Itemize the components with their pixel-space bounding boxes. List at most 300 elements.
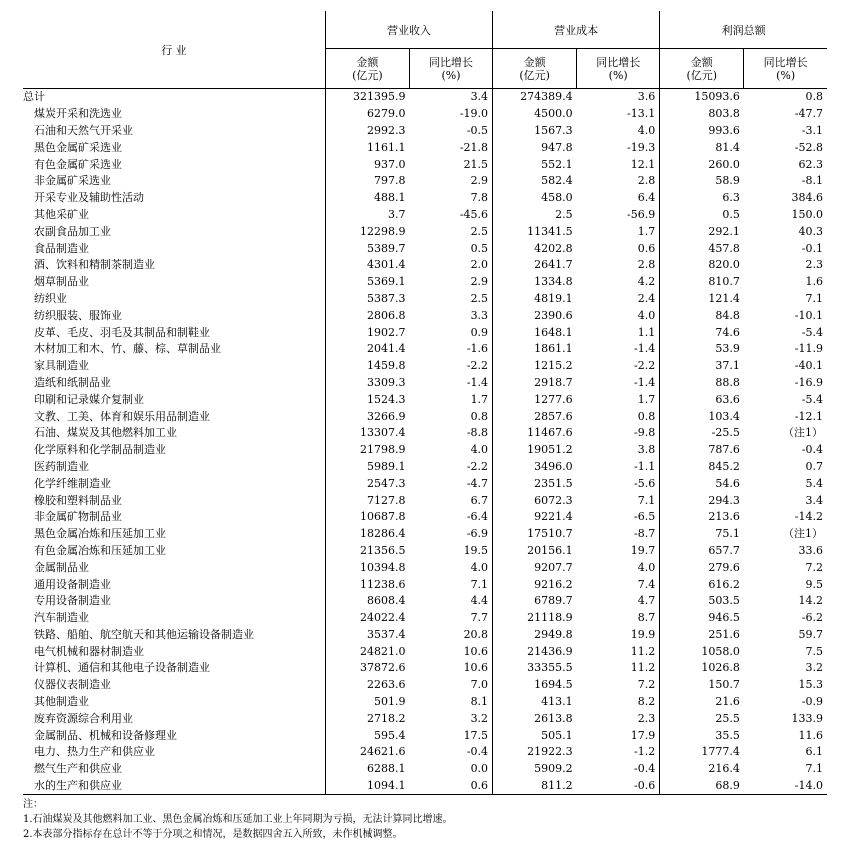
- industry-name: 酒、饮料和精制茶制造业: [34, 258, 155, 272]
- revenue-growth: 1.7: [470, 392, 489, 406]
- industry-name: 橡胶和塑料制品业: [34, 493, 122, 507]
- revenue-growth: 4.4: [470, 594, 489, 608]
- cost-growth: 7.4: [637, 577, 656, 591]
- profit-growth: -40.1: [794, 359, 823, 373]
- table-row: [23, 257, 827, 274]
- table-row: [23, 660, 827, 677]
- profit-growth: 59.7: [798, 627, 823, 641]
- profit-amount: 616.2: [660, 576, 744, 593]
- profit-growth: 384.6: [791, 191, 823, 205]
- profit-amount: 251.6: [660, 627, 744, 644]
- revenue-growth: 0.0: [470, 762, 489, 776]
- industry-name: 非金属矿物制品业: [34, 510, 122, 524]
- table-row: [23, 710, 827, 727]
- profit-growth: 1.6: [805, 275, 823, 289]
- revenue-growth: -4.7: [466, 476, 489, 490]
- cost-growth: -1.2: [634, 745, 656, 759]
- cost-growth: 8.7: [637, 611, 656, 625]
- profit-amount: 103.4: [660, 408, 744, 425]
- revenue-growth: -6.4: [466, 510, 489, 524]
- profit-amount: 68.9: [660, 778, 744, 795]
- revenue-growth: -45.6: [459, 207, 489, 221]
- cost-amount: 9216.2: [493, 576, 577, 593]
- profit-amount: 25.5: [660, 710, 744, 727]
- industry-name: 金属制品业: [34, 560, 89, 574]
- cost-amount: 505.1: [493, 727, 577, 744]
- table-row: [23, 526, 827, 543]
- table-row: [23, 459, 827, 476]
- revenue-growth: 2.9: [470, 275, 489, 289]
- profit-amount: 457.8: [660, 240, 744, 257]
- industry-name: 废弃资源综合利用业: [34, 711, 133, 725]
- revenue-growth: -1.4: [466, 375, 489, 389]
- cost-growth: 4.7: [637, 594, 656, 608]
- revenue-amount: 21798.9: [325, 442, 409, 459]
- table-row: [23, 307, 827, 324]
- cost-growth: 4.0: [637, 560, 656, 574]
- profit-growth: 0.7: [805, 459, 823, 473]
- profit-growth: 0.8: [805, 90, 823, 104]
- profit-growth: 9.5: [805, 577, 823, 591]
- profit-growth: -0.1: [801, 241, 823, 255]
- cost-amount-header: 金额 (亿元): [493, 49, 577, 89]
- revenue-growth: 8.1: [470, 695, 489, 709]
- revenue-amount: 6288.1: [325, 761, 409, 778]
- cost-amount: 3496.0: [493, 459, 577, 476]
- revenue-growth: 4.0: [470, 560, 489, 574]
- profit-amount: 54.6: [660, 475, 744, 492]
- note-2: 2.本表部分指标存在总计不等于分项之和情况，是数据四舍五入所致，未作机械调整。: [23, 829, 403, 840]
- industry-name: 纺织服装、服饰业: [34, 308, 122, 322]
- cost-growth: 19.9: [630, 627, 656, 641]
- revenue-amount: 5387.3: [325, 291, 409, 308]
- cost-growth: -1.1: [634, 459, 656, 473]
- profit-growth: 2.3: [805, 258, 823, 272]
- cost-growth: 0.8: [637, 409, 656, 423]
- cost-amount: 947.8: [493, 139, 577, 156]
- revenue-amount: 2718.2: [325, 710, 409, 727]
- industry-name: 皮革、毛皮、羽毛及其制品和制鞋业: [34, 325, 210, 339]
- industry-name: 黑色金属冶炼和压延加工业: [34, 527, 166, 541]
- profit-amount: 1026.8: [660, 660, 744, 677]
- profit-growth: （注1）: [783, 426, 823, 440]
- cost-growth: 2.8: [637, 174, 656, 188]
- revenue-amount: 11238.6: [325, 576, 409, 593]
- profit-amount: 993.6: [660, 123, 744, 140]
- profit-amount-header: 金额 (亿元): [660, 49, 744, 89]
- table-row: [23, 492, 827, 509]
- revenue-amount: 1459.8: [325, 358, 409, 375]
- profit-amount: 88.8: [660, 375, 744, 392]
- profit-amount: 810.7: [660, 274, 744, 291]
- industry-stats-table: [23, 11, 827, 795]
- revenue-growth: 3.2: [470, 711, 489, 725]
- profit-amount: -25.5: [660, 425, 744, 442]
- profit-growth: 40.3: [798, 224, 823, 238]
- table-row: [23, 358, 827, 375]
- profit-growth: -5.4: [801, 325, 823, 339]
- table-row: [23, 627, 827, 644]
- profit-amount: 37.1: [660, 358, 744, 375]
- cost-amount: 458.0: [493, 190, 577, 207]
- cost-amount: 5909.2: [493, 761, 577, 778]
- profit-amount: 503.5: [660, 593, 744, 610]
- cost-growth: -0.4: [634, 762, 656, 776]
- industry-name: 化学纤维制造业: [34, 476, 111, 490]
- cost-amount: 6072.3: [493, 492, 577, 509]
- table-row: [23, 274, 827, 291]
- revenue-amount: 1524.3: [325, 391, 409, 408]
- revenue-amount: 488.1: [325, 190, 409, 207]
- profit-amount: 803.8: [660, 106, 744, 123]
- cost-amount: 1277.6: [493, 391, 577, 408]
- cost-growth: 2.3: [637, 711, 656, 725]
- cost-growth: -56.9: [627, 207, 656, 221]
- table-row: [23, 677, 827, 694]
- revenue-growth: 0.9: [470, 325, 489, 339]
- cost-growth: 4.2: [637, 275, 656, 289]
- profit-growth: 6.1: [805, 745, 823, 759]
- table-row: [23, 778, 827, 795]
- cost-amount: 6789.7: [493, 593, 577, 610]
- profit-amount: 1777.4: [660, 744, 744, 761]
- notes-heading: 注：: [23, 799, 43, 810]
- industry-name: 化学原料和化学制品制造业: [34, 443, 166, 457]
- industry-name: 煤炭开采和洗选业: [34, 107, 122, 121]
- profit-amount: 260.0: [660, 156, 744, 173]
- table-row: [23, 156, 827, 173]
- profit-amount: 75.1: [660, 526, 744, 543]
- revenue-amount: 3537.4: [325, 627, 409, 644]
- revenue-amount: 8608.4: [325, 593, 409, 610]
- profit-amount: 15093.6: [660, 89, 744, 106]
- table-row: [23, 543, 827, 560]
- profit-amount: 81.4: [660, 139, 744, 156]
- cost-amount: 274389.4: [493, 89, 577, 106]
- cost-growth: -0.6: [577, 778, 660, 795]
- profit-growth: -14.0: [744, 778, 827, 795]
- cost-growth: 3.6: [637, 90, 656, 104]
- cost-growth-header: 同比增长 (%): [577, 49, 660, 89]
- table-row: [23, 123, 827, 140]
- revenue-growth: -1.6: [466, 342, 489, 356]
- industry-name: 食品制造业: [34, 241, 89, 255]
- profit-growth: 150.0: [791, 207, 823, 221]
- profit-growth: -0.4: [801, 443, 823, 457]
- revenue-growth: 2.0: [470, 258, 489, 272]
- cost-growth: 12.1: [630, 157, 656, 171]
- cost-amount: 2857.6: [493, 408, 577, 425]
- revenue-amount: 37872.6: [325, 660, 409, 677]
- cost-growth: 6.4: [637, 191, 656, 205]
- industry-name: 总计: [23, 90, 45, 104]
- cost-growth: 19.7: [630, 543, 656, 557]
- industry-name: 开采专业及辅助性活动: [34, 191, 144, 205]
- profit-amount: 53.9: [660, 341, 744, 358]
- industry-name: 非金属矿采选业: [34, 174, 111, 188]
- cost-growth: 7.1: [637, 493, 656, 507]
- cost-growth: 1.1: [637, 325, 656, 339]
- cost-amount: 1215.2: [493, 358, 577, 375]
- profit-amount: 35.5: [660, 727, 744, 744]
- cost-growth: 1.7: [637, 392, 656, 406]
- revenue-growth: -8.8: [466, 426, 489, 440]
- profit-growth-header: 同比增长 (%): [744, 49, 827, 89]
- revenue-amount: 13307.4: [325, 425, 409, 442]
- table-row: [23, 223, 827, 240]
- cost-growth: -6.5: [634, 510, 656, 524]
- revenue-growth: -6.9: [466, 527, 489, 541]
- revenue-amount: 3309.3: [325, 375, 409, 392]
- revenue-growth: 7.7: [470, 611, 489, 625]
- revenue-amount: 5389.7: [325, 240, 409, 257]
- revenue-amount: 595.4: [325, 727, 409, 744]
- cost-amount: 11341.5: [493, 223, 577, 240]
- revenue-growth: 0.6: [409, 778, 492, 795]
- profit-growth: -47.7: [794, 107, 823, 121]
- cost-amount: 4819.1: [493, 291, 577, 308]
- cost-growth: -9.8: [634, 426, 656, 440]
- industry-name: 通用设备制造业: [34, 577, 111, 591]
- profit-amount: 845.2: [660, 459, 744, 476]
- revenue-amount: 24621.6: [325, 744, 409, 761]
- profit-growth: 33.6: [798, 543, 823, 557]
- revenue-amount: 10687.8: [325, 509, 409, 526]
- revenue-amount: 12298.9: [325, 223, 409, 240]
- profit-amount: 74.6: [660, 324, 744, 341]
- industry-name: 有色金属冶炼和压延加工业: [34, 543, 166, 557]
- cost-amount: 2641.7: [493, 257, 577, 274]
- table-row: [23, 509, 827, 526]
- cost-growth: 11.2: [630, 661, 656, 675]
- profit-header: 利润总额: [660, 11, 827, 49]
- cost-amount: 9207.7: [493, 559, 577, 576]
- profit-growth: 7.2: [805, 560, 823, 574]
- cost-growth: 0.6: [637, 241, 656, 255]
- cost-amount: 2.5: [493, 207, 577, 224]
- revenue-growth: 17.5: [463, 728, 489, 742]
- cost-growth: 17.9: [630, 728, 656, 742]
- revenue-growth: 6.7: [470, 493, 489, 507]
- profit-amount: 1058.0: [660, 643, 744, 660]
- industry-name: 计算机、通信和其他电子设备制造业: [34, 661, 210, 675]
- profit-amount: 292.1: [660, 223, 744, 240]
- revenue-amount: 501.9: [325, 694, 409, 711]
- table-row: [23, 341, 827, 358]
- table-row: [23, 324, 827, 341]
- cost-amount: 1694.5: [493, 677, 577, 694]
- industry-name: 电气机械和器材制造业: [34, 644, 144, 658]
- revenue-amount: 2547.3: [325, 475, 409, 492]
- profit-growth: -52.8: [794, 140, 823, 154]
- cost-amount: 4500.0: [493, 106, 577, 123]
- revenue-growth: 19.5: [463, 543, 489, 557]
- revenue-growth: 7.1: [470, 577, 489, 591]
- profit-growth: -12.1: [794, 409, 823, 423]
- revenue-amount-header: 金额 (亿元): [325, 49, 409, 89]
- cost-amount: 11467.6: [493, 425, 577, 442]
- cost-growth: -13.1: [627, 107, 656, 121]
- cost-growth: -2.2: [634, 359, 656, 373]
- table-row: [23, 593, 827, 610]
- cost-amount: 2351.5: [493, 475, 577, 492]
- table-row: [23, 375, 827, 392]
- table-notes: [23, 797, 453, 842]
- cost-amount: 582.4: [493, 173, 577, 190]
- table-row: [23, 475, 827, 492]
- cost-growth: 7.2: [637, 678, 656, 692]
- profit-growth: -11.9: [794, 342, 823, 356]
- profit-amount: 657.7: [660, 543, 744, 560]
- revenue-growth: 10.6: [463, 644, 489, 658]
- revenue-growth: 2.9: [470, 174, 489, 188]
- table-row: [23, 694, 827, 711]
- cost-growth: 8.2: [637, 695, 656, 709]
- cost-growth: -8.7: [634, 527, 656, 541]
- cost-amount: 2918.7: [493, 375, 577, 392]
- profit-growth: 3.4: [805, 493, 823, 507]
- profit-growth: 11.6: [798, 728, 823, 742]
- revenue-growth: -0.5: [466, 123, 489, 137]
- profit-growth: -3.1: [801, 123, 823, 137]
- industry-name: 烟草制品业: [34, 275, 89, 289]
- profit-amount: 121.4: [660, 291, 744, 308]
- revenue-amount: 1161.1: [325, 139, 409, 156]
- cost-amount: 1334.8: [493, 274, 577, 291]
- cost-amount: 21118.9: [493, 610, 577, 627]
- revenue-amount: 2263.6: [325, 677, 409, 694]
- table-row: [23, 643, 827, 660]
- cost-amount: 2613.8: [493, 710, 577, 727]
- table-row: [23, 610, 827, 627]
- profit-growth: 7.1: [805, 291, 823, 305]
- industry-name: 水的生产和供应业: [23, 778, 325, 795]
- revenue-growth: 2.5: [470, 224, 489, 238]
- table-row: [23, 442, 827, 459]
- revenue-growth: 2.5: [470, 291, 489, 305]
- revenue-growth: 3.4: [470, 90, 489, 104]
- industry-name: 石油、煤炭及其他燃料加工业: [34, 426, 177, 440]
- cost-amount: 21922.3: [493, 744, 577, 761]
- cost-growth: -5.6: [634, 476, 656, 490]
- cost-growth: -1.4: [634, 375, 656, 389]
- table-row: [23, 576, 827, 593]
- profit-growth: 15.3: [798, 678, 823, 692]
- revenue-amount: 797.8: [325, 173, 409, 190]
- revenue-amount: 18286.4: [325, 526, 409, 543]
- profit-growth: 62.3: [798, 157, 823, 171]
- industry-header: 行 业: [23, 11, 325, 89]
- industry-name: 纺织业: [34, 291, 67, 305]
- profit-growth: （注1）: [783, 527, 823, 541]
- revenue-growth: 7.0: [470, 678, 489, 692]
- cost-header: 营业成本: [493, 11, 660, 49]
- cost-growth: 4.0: [637, 308, 656, 322]
- table-row: [23, 240, 827, 257]
- profit-amount: 6.3: [660, 190, 744, 207]
- revenue-amount: 10394.8: [325, 559, 409, 576]
- revenue-growth: 7.8: [470, 191, 489, 205]
- revenue-amount: 7127.8: [325, 492, 409, 509]
- revenue-amount: 1902.7: [325, 324, 409, 341]
- revenue-growth: 21.5: [463, 157, 489, 171]
- cost-amount: 4202.8: [493, 240, 577, 257]
- profit-growth: 7.5: [805, 644, 823, 658]
- cost-amount: 2390.6: [493, 307, 577, 324]
- cost-amount: 1648.1: [493, 324, 577, 341]
- revenue-amount: 21356.5: [325, 543, 409, 560]
- table-row: [23, 291, 827, 308]
- industry-name: 造纸和纸制品业: [34, 375, 111, 389]
- profit-amount: 213.6: [660, 509, 744, 526]
- industry-name: 铁路、船舶、航空航天和其他运输设备制造业: [34, 627, 254, 641]
- profit-amount: 294.3: [660, 492, 744, 509]
- table-row: [23, 425, 827, 442]
- profit-growth: 3.2: [805, 661, 823, 675]
- cost-amount: 413.1: [493, 694, 577, 711]
- revenue-amount: 321395.9: [325, 89, 409, 106]
- industry-name: 黑色金属矿采选业: [34, 140, 122, 154]
- cost-growth: 11.2: [630, 644, 656, 658]
- cost-amount: 552.1: [493, 156, 577, 173]
- table-body: [23, 89, 827, 795]
- revenue-amount: 3.7: [325, 207, 409, 224]
- cost-growth: 2.4: [637, 291, 656, 305]
- table-row: [23, 207, 827, 224]
- table-row: [23, 190, 827, 207]
- revenue-amount: 1094.1: [325, 778, 409, 795]
- cost-amount: 19051.2: [493, 442, 577, 459]
- profit-amount: 787.6: [660, 442, 744, 459]
- cost-amount: 21436.9: [493, 643, 577, 660]
- cost-amount: 1567.3: [493, 123, 577, 140]
- table-row: [23, 559, 827, 576]
- profit-growth: 5.4: [805, 476, 823, 490]
- revenue-growth: -2.2: [466, 359, 489, 373]
- profit-growth: -16.9: [794, 375, 823, 389]
- revenue-amount: 5369.1: [325, 274, 409, 291]
- profit-growth: -8.1: [801, 174, 823, 188]
- cost-growth: 2.8: [637, 258, 656, 272]
- profit-amount: 150.7: [660, 677, 744, 694]
- table-row: [23, 391, 827, 408]
- revenue-amount: 2806.8: [325, 307, 409, 324]
- total-row: [23, 89, 827, 106]
- profit-amount: 820.0: [660, 257, 744, 274]
- industry-name: 医药制造业: [34, 459, 89, 473]
- revenue-amount: 4301.4: [325, 257, 409, 274]
- revenue-growth: 10.6: [463, 661, 489, 675]
- profit-growth: -6.2: [801, 611, 823, 625]
- profit-amount: 0.5: [660, 207, 744, 224]
- cost-amount: 811.2: [493, 778, 577, 795]
- industry-name: 仪器仪表制造业: [34, 678, 111, 692]
- cost-amount: 33355.5: [493, 660, 577, 677]
- profit-growth: -10.1: [794, 308, 823, 322]
- revenue-header: 营业收入: [325, 11, 492, 49]
- revenue-growth: -19.0: [459, 107, 489, 121]
- cost-amount: 17510.7: [493, 526, 577, 543]
- revenue-growth: 0.8: [470, 409, 489, 423]
- note-1: 1.石油煤炭及其他燃料加工业、黑色金属冶炼和压延加工业上年同期为亏损，无法计算同比增速。: [23, 814, 453, 825]
- revenue-amount: 2041.4: [325, 341, 409, 358]
- revenue-growth: -21.8: [459, 140, 489, 154]
- table-row: [23, 173, 827, 190]
- revenue-growth: 20.8: [463, 627, 489, 641]
- industry-name: 专用设备制造业: [34, 594, 111, 608]
- cost-growth: -19.3: [627, 140, 656, 154]
- revenue-growth-header: 同比增长 (%): [409, 49, 492, 89]
